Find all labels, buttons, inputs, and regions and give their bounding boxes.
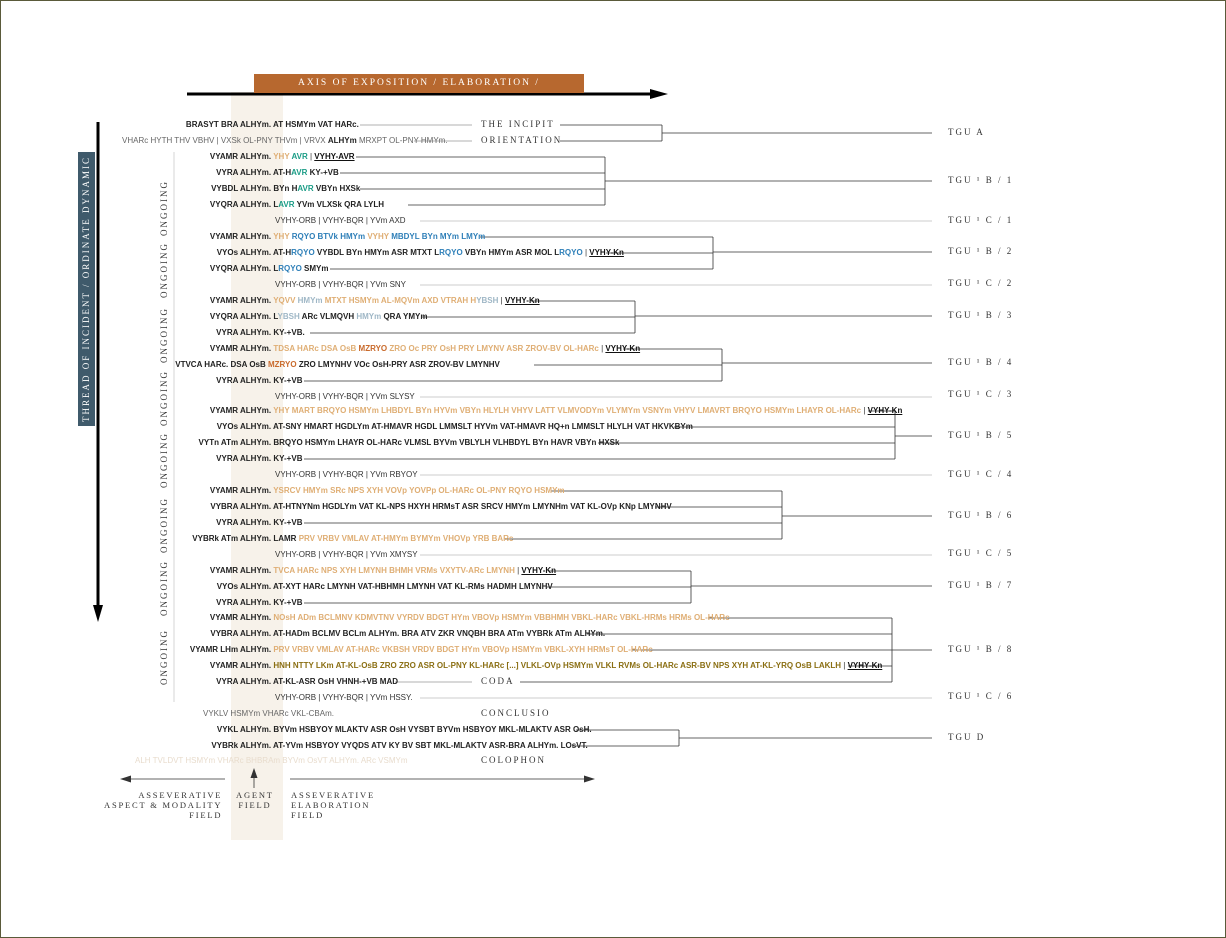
row-segment: AVR [291, 152, 308, 161]
row-segment: YVm VLXSk QRA LYLH [294, 200, 385, 209]
row-prefix: VYBDL [211, 184, 240, 193]
section-label: ORIENTATION [481, 135, 563, 145]
text-row [216, 454, 302, 464]
row-segment: HMYm [297, 296, 323, 305]
text-row [122, 136, 448, 146]
row-segment: VYHY-Kn [605, 344, 641, 353]
text-row [203, 709, 334, 719]
row-segment: RQYO BTVk HMYm [291, 232, 368, 241]
axis-arrowhead [650, 89, 668, 99]
unit-label: TGU ¹ B / 7 [948, 580, 1014, 590]
row-agent: ALHYm. [240, 232, 272, 241]
row-segment: VYHY-Kn [504, 296, 540, 305]
text-row [216, 376, 302, 386]
text-row [275, 693, 413, 703]
unit-label: TGU ¹ C / 3 [948, 389, 1014, 399]
row-segment: VYHY [367, 232, 392, 241]
row-agent: ALHYm. [240, 661, 272, 670]
text-row [186, 120, 359, 130]
row-agent: ALHYm. [240, 725, 272, 734]
text-row [217, 582, 553, 592]
row-segment: RQYO [439, 248, 463, 257]
row-segment: KY-+VB [271, 518, 303, 527]
row-segment: MBDYL BYn MYm LMYm [391, 232, 486, 241]
text-row [217, 725, 592, 735]
unit-label: TGU ¹ B / 6 [948, 510, 1014, 520]
row-agent: ALHYm. [240, 184, 272, 193]
row-prefix: VYAMR [209, 152, 240, 161]
unit-label: TGU ¹ B / 2 [948, 246, 1014, 256]
row-prefix: VYOs [216, 422, 240, 431]
row-segment: VYHY-AVR [314, 152, 355, 161]
row-segment: VYHY-ORB | VYHY-BQR | YVm AXD [275, 216, 406, 225]
row-segment: MZRYO [358, 344, 388, 353]
right-field-arrowhead [584, 776, 595, 783]
row-agent: ALHYm. [240, 248, 272, 257]
left-field-arrowhead [120, 776, 131, 783]
section-label: CODA [481, 676, 515, 686]
row-segment: TDSA HARc DSA OsB [271, 344, 359, 353]
row-segment: | [582, 248, 590, 257]
text-row [216, 598, 302, 608]
row-segment: YBSH [476, 296, 499, 305]
text-row [275, 470, 418, 480]
row-segment: VYHY-Kn [847, 661, 883, 670]
thread-label: THREAD OF INCIDENT / ORDINATE DYNAMIC [81, 155, 91, 423]
row-agent: ALHYm. [240, 438, 272, 447]
row-segment: VYHY-Kn [589, 248, 624, 257]
row-segment: MTXT HSMYm AL-MQVm AXD VTRAH H [322, 296, 477, 305]
text-row [275, 280, 406, 290]
row-segment: VYHY-Kn [521, 566, 557, 575]
row-agent: ALHYm. [240, 598, 272, 607]
row-prefix: BRASYT BRA [185, 120, 240, 129]
text-row [210, 232, 485, 242]
row-segment: VYHY-ORB | VYHY-BQR | YVm RBYOY [275, 470, 418, 479]
text-row [210, 312, 428, 322]
row-segment: AT-XYT HARc LMYNH VAT-HBHMH LMYNH VAT KL-RMs HADMH LMYNHV [271, 582, 553, 591]
row-prefix: VYOs [216, 582, 240, 591]
row-prefix: VYRA [216, 598, 240, 607]
row-segment: LAMR [271, 534, 299, 543]
row-agent: ALHYm. [240, 518, 272, 527]
row-prefix: VYRA [216, 328, 240, 337]
section-label: COLOPHON [481, 755, 547, 765]
unit-label: TGU ¹ C / 5 [948, 548, 1014, 558]
row-segment: AVR [291, 168, 308, 177]
row-segment: VYHY-ORB | VYHY-BQR | YVm SNY [275, 280, 407, 289]
unit-label: TGU D [948, 732, 986, 742]
row-agent: ALHYm. [240, 629, 272, 638]
row-agent: ALHYm. [240, 645, 272, 654]
row-agent: ALHYm. [240, 741, 272, 750]
row-segment: VYHY-ORB | VYHY-BQR | YVm SLYSY [275, 392, 415, 401]
row-segment: AT-YVm HSBYOY VYQDS ATV KY BV SBT MKL-MLAKTV ASR-BRA ALHYm. LOsVT. [271, 741, 588, 750]
row-agent: ALHYm [327, 136, 357, 145]
row-segment: MRXPT OL-PNY HMYm. [356, 136, 448, 145]
unit-label: TGU ¹ B / 1 [948, 175, 1014, 185]
row-segment: | [514, 566, 522, 575]
row-prefix: VHARc HYTH THV VBHV | VXSk OL-PNY THVm | VRVX [122, 136, 328, 145]
unit-label: TGU ¹ B / 4 [948, 357, 1014, 367]
row-segment: RQYO [559, 248, 583, 257]
text-row [217, 422, 693, 432]
row-segment: VBYn HMYm ASR MOL L [462, 248, 560, 257]
ongoing-label: ONGOING [159, 242, 169, 298]
row-prefix: VYAMR [209, 566, 240, 575]
row-segment: PRV VRBV VMLAV AT-HMYm BYMYm VHOVp YRB BARc [298, 534, 514, 543]
row-segment: TVCA HARc NPS XYH LMYNH BHMH VRMs VXYTV-ARc LMYNH [271, 566, 515, 575]
row-segment: VYHY-ORB | VYHY-BQR | YVm XMYSY [275, 550, 418, 559]
row-agent: ALHYm. [240, 406, 272, 415]
row-segment: L [271, 264, 279, 273]
row-segment: VBYn HXSk [313, 184, 361, 193]
text-row [210, 502, 671, 512]
text-row [275, 216, 406, 226]
row-prefix: VYTn ATm [198, 438, 240, 447]
row-segment: AVR [297, 184, 314, 193]
ongoing-label: ONGOING [159, 629, 169, 685]
text-row [275, 550, 418, 560]
ongoing-label: ONGOING [159, 432, 169, 488]
row-segment: YQVV [271, 296, 298, 305]
row-agent: ALHYm. [240, 200, 272, 209]
row-segment: AT-KL-ASR OsH VHNH-+VB MAD [271, 677, 399, 686]
row-agent: ALHYm. [240, 454, 272, 463]
row-segment: HNH NTTY LKm AT-KL-OsB ZRO ZRO ASR OL-PNY KL-HARc [...] VLKL-OVp HSMYm VLKL RVMs OL-HARc ASR-BV NPS XYH AT-KL-YRQ OsB LAKLH [271, 661, 842, 670]
text-row [190, 645, 653, 655]
text-row [210, 152, 355, 162]
row-agent: ALHYm. [240, 502, 272, 511]
text-row [210, 486, 565, 496]
row-segment: ZRO LMYNHV VOc OsH-PRY ASR ZROV-BV LMYNHV [296, 360, 500, 369]
row-segment: AT-H [271, 168, 292, 177]
row-segment: PRV VRBV VMLAV AT-HARc VKBSH VRDV BDGT HYm VBOVp HSMYm VBKL-XYH HRMsT OL-HARc [271, 645, 653, 654]
row-agent: ALHYm. [240, 312, 272, 321]
row-prefix: VYRA [216, 376, 240, 385]
row-segment: YHY [271, 232, 292, 241]
text-row [216, 328, 305, 338]
unit-label: TGU ¹ B / 5 [948, 430, 1014, 440]
row-segment: AT-SNY HMART HGDLYm AT-HMAVR HGDL LMMSLT HYVm VAT-HMAVR HQ+n LMMSLT HLYLH VAT HKVKBYm [271, 422, 693, 431]
row-segment: AT-HADm BCLMV BCLm ALHYm. BRA ATV ZKR VNQBH BRA ATm VYBRk ATm ALHYm. [271, 629, 606, 638]
row-segment: AT-HTNYNm HGDLYm VAT KL-NPS HXYH HRMsT ASR SRCV HMYm LMYNHm VAT KL-OVp KNp LMYNHV [271, 502, 672, 511]
row-agent: ALHYm. [240, 422, 272, 431]
row-agent: ALHYm. [240, 534, 272, 543]
row-agent: ALHYm. [240, 328, 272, 337]
row-segment: YHY [271, 152, 292, 161]
row-segment: YSRCV HMYm SRc NPS XYH VOVp YOVPp OL-HARc OL-PNY RQYO HSMYm [271, 486, 565, 495]
row-segment: VYHY-ORB | VYHY-BQR | YVm HSSY. [275, 693, 413, 702]
row-segment: KY-+VB [271, 376, 303, 385]
row-prefix: VYQRA [209, 264, 240, 273]
row-prefix: VYRA [216, 677, 240, 686]
text-row [210, 406, 902, 416]
row-segment: BRQYO HSMYm LHAYR OL-HARc VLMSL BYVm VBLYLH VLHBDYL BYn HAVR VBYn HXSk [271, 438, 620, 447]
row-prefix: VYQRA [209, 312, 240, 321]
unit-label: TGU ¹ C / 6 [948, 691, 1014, 701]
text-row [216, 677, 398, 687]
row-segment: | [861, 406, 868, 415]
row-segment: YBSH [277, 312, 300, 321]
row-agent: ALHYm. [240, 486, 272, 495]
row-prefix: VYAMR [209, 406, 240, 415]
row-prefix: VYBRA [210, 502, 240, 511]
row-agent: ALHYm. [240, 168, 272, 177]
text-row [217, 248, 624, 258]
row-prefix: VYKL [216, 725, 240, 734]
row-prefix: VYBRk ATm [192, 534, 240, 543]
row-prefix: VYKLV HSMYm VHARc VKL-CBAm. [203, 709, 334, 718]
row-segment: YHY MART BRQYO HSMYm LHBDYL BYn HYVm VBYn HLYLH VHYV LATT VLMVODYm VLYMYm VSNYm VHYV LMAVRT BRQYO HSMYm LHAYR OL-HARc [271, 406, 862, 415]
text-row [210, 344, 640, 354]
text-row [175, 360, 500, 370]
row-prefix: VYAMR [209, 232, 240, 241]
text-row [216, 518, 302, 528]
unit-label: TGU ¹ C / 4 [948, 469, 1014, 479]
row-prefix: VYAMR [209, 661, 240, 670]
text-row [275, 392, 415, 402]
row-segment: ARc VLMQVH [299, 312, 357, 321]
row-segment: L [271, 312, 278, 321]
row-segment: ZRO Oc PRY OsH PRY LMYNV ASR ZROV-BV OL-HARc [387, 344, 599, 353]
text-row [210, 661, 882, 671]
row-segment: | [841, 661, 848, 670]
row-segment: HMYm [356, 312, 382, 321]
row-segment: KY-+VB [271, 598, 303, 607]
row-agent: ALHYm. [240, 613, 272, 622]
unit-label: TGU ¹ C / 1 [948, 215, 1014, 225]
row-prefix: VYOs [216, 248, 240, 257]
row-segment: | [598, 344, 606, 353]
unit-label: TGU ¹ B / 8 [948, 644, 1014, 654]
text-row [210, 613, 730, 623]
row-segment: VYHY-Kn [867, 406, 903, 415]
row-agent: ALHYm. [240, 152, 272, 161]
text-row [192, 534, 513, 544]
faded-colophon-text: ALH TVLDVT HSMYm VHARc BHBRAm BYVm OsVT ALHYm. ARc VSMYm [135, 756, 408, 765]
row-agent: ALHYm. [240, 296, 272, 305]
row-prefix: VYAMR [209, 613, 240, 622]
row-agent: ALHYm. [240, 264, 272, 273]
row-segment: RQYO [278, 264, 302, 273]
row-prefix: VYBRk [211, 741, 240, 750]
text-row [216, 168, 339, 178]
unit-label: TGU ¹ C / 2 [948, 278, 1014, 288]
row-prefix: VTVCA HARc. DSA OsB [175, 360, 268, 369]
ongoing-label: ONGOING [159, 180, 169, 236]
axis-label: AXIS OF EXPOSITION / ELABORATION / ASSEVERATION [254, 74, 584, 93]
row-segment: VYBDL BYn HMYm ASR MTXT L [314, 248, 440, 257]
row-prefix: VYRA [216, 454, 240, 463]
row-segment: QRA YMYm [381, 312, 428, 321]
ongoing-label: ONGOING [159, 497, 169, 553]
row-segment: KY-+VB. [271, 328, 305, 337]
text-row [211, 184, 360, 194]
ongoing-label: ONGOING [159, 307, 169, 363]
row-prefix: VYRA [216, 518, 240, 527]
row-prefix: VYBRA [210, 629, 240, 638]
row-prefix: VYAMR [209, 344, 240, 353]
section-label: THE INCIPIT [481, 119, 555, 129]
thread-arrowhead [93, 605, 103, 622]
row-segment: L [271, 200, 279, 209]
unit-label: TGU A [948, 127, 985, 137]
row-agent: ALHYm. [240, 582, 272, 591]
text-row [210, 264, 329, 274]
text-row [210, 200, 384, 210]
row-prefix: VYAMR [209, 296, 240, 305]
row-segment: RQYO [291, 248, 315, 257]
ongoing-label: ONGOING [159, 370, 169, 426]
row-agent: ALHYm. [240, 677, 272, 686]
row-segment: | [498, 296, 505, 305]
row-prefix: VYRA [216, 168, 240, 177]
row-prefix: VYAMR [209, 486, 240, 495]
aspect-modality-field-label: ASSEVERATIVE ASPECT & MODALITY FIELD [104, 790, 223, 820]
row-segment: KY-+VB [307, 168, 339, 177]
row-agent: ALHYm. [240, 120, 272, 129]
row-segment: AT HSMYm VAT HARc. [271, 120, 359, 129]
row-segment: BYVm HSBYOY MLAKTV ASR OsH VYSBT BYVm HSBYOY MKL-MLAKTV ASR OsH. [271, 725, 592, 734]
text-row [210, 566, 556, 576]
row-agent: ALHYm. [240, 344, 272, 353]
row-segment: BYn H [271, 184, 298, 193]
row-agent: ALHYm. [240, 566, 272, 575]
section-label: CONCLUSIO [481, 708, 551, 718]
unit-label: TGU ¹ B / 3 [948, 310, 1014, 320]
row-segment: NOsH ADm BCLMNV KDMVTNV VYRDV BDGT HYm VBOVp HSMYm VBBHMH VBKL-HARc VBKL-HRMs HRMs OL-HARc [271, 613, 730, 622]
row-prefix: VYQRA [209, 200, 240, 209]
row-agent: ALHYm. [240, 376, 272, 385]
text-row [210, 296, 540, 306]
text-row [210, 629, 605, 639]
row-prefix: VYAMR LHm [189, 645, 240, 654]
agent-field-arrowhead [251, 768, 258, 778]
agent-field-label: AGENT FIELD [236, 790, 274, 810]
row-segment: | [307, 152, 315, 161]
row-segment: AT-H [271, 248, 292, 257]
ongoing-label: ONGOING [159, 560, 169, 616]
row-segment: AVR [278, 200, 295, 209]
row-segment: MZRYO [268, 360, 297, 369]
row-segment: KY-+VB [271, 454, 303, 463]
elaboration-field-label: ASSEVERATIVE ELABORATION FIELD [291, 790, 375, 820]
text-row [199, 438, 620, 448]
text-row [211, 741, 587, 751]
row-segment: SMYm [301, 264, 329, 273]
